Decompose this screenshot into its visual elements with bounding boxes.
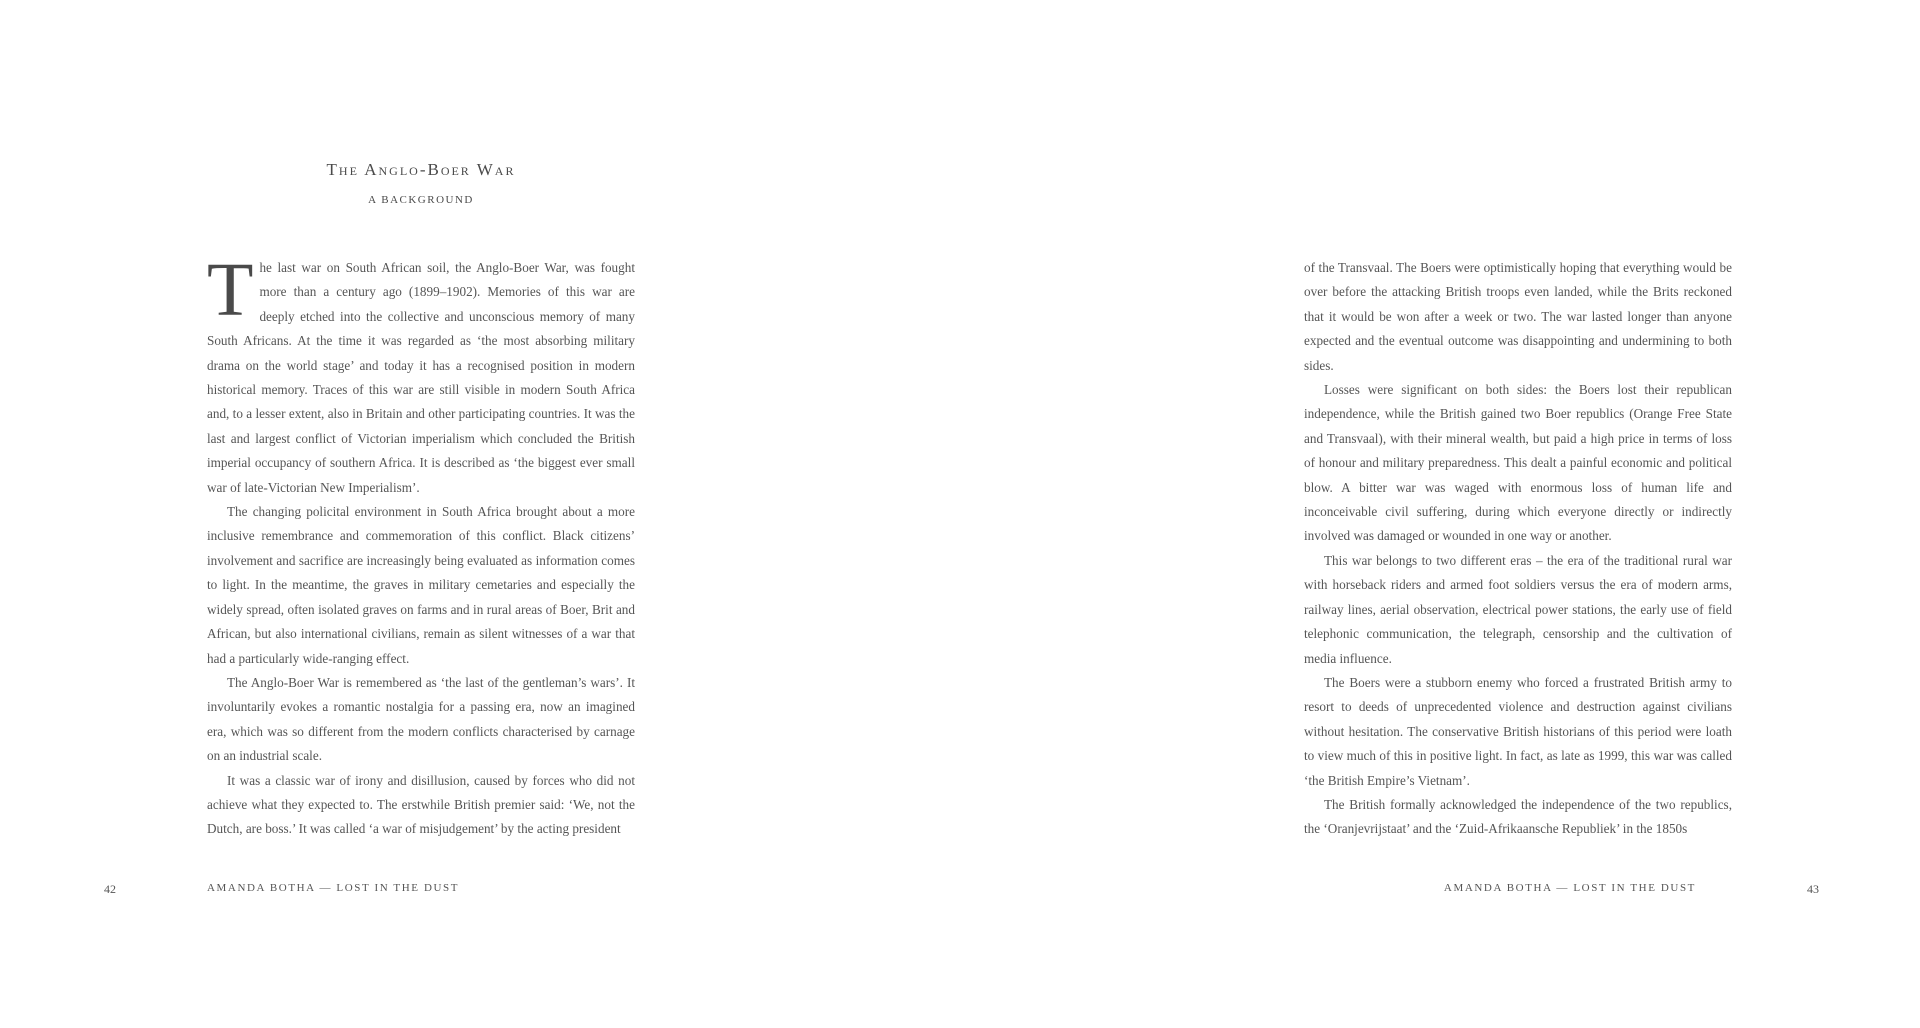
chapter-title: The Anglo-Boer War <box>326 160 516 179</box>
drop-cap: T <box>207 248 254 332</box>
running-footer-right: AMANDA BOTHA — LOST IN THE DUST <box>1443 882 1696 894</box>
right-page <box>960 0 1920 1028</box>
running-footer-left: AMANDA BOTHA — LOST IN THE DUST <box>207 882 460 894</box>
chapter-subtitle: A BACKGROUND <box>368 194 474 206</box>
right-text-column <box>1304 256 1732 842</box>
paragraph-1-text: he last war on South African soil, the Anglo-Boer War, was fought more than a century ago (1899–1902). Memories of this war are deeply etched into the collective and unconscious memory of many South Africans. At the time it was regarded as ‘the most absorbing military drama on the world stage’ and today it has a recognised position in modern historical memory. Traces of this war are still visible in modern South Africa and, to a lesser extent, also in Britain and other participating countries. It was the last and largest conflict of Victorian imperialism which concluded the British imperial occupancy of southern Africa. It is described as ‘the biggest ever small war of late-Victorian New Imperialism’. <box>207 260 635 495</box>
paragraph-8: The British formally acknowledged the independence of the two republics, the ‘Oranjevrijstaat’ and the ‘Zuid-Afrikaansche Republiek’ in the 1850s <box>1304 796 1732 837</box>
paragraph-continued: of the Transvaal. The Boers were optimistically hoping that everything would be over before the attacking British troops even landed, while the Brits reckoned that it would be won after a week or two. The war lasted longer than anyone expected and the eventual outcome was disappointing and undermining to both sides. <box>1304 260 1732 373</box>
page-number-right: 43 <box>1807 882 1819 896</box>
paragraph-6: This war belongs to two different eras – the era of the traditional rural war with horseback riders and armed foot soldiers versus the era of modern arms, railway lines, aerial observation, electrical power stations, the early use of field telephonic communication, the telegraph, censorship and the cultivation of media influence. <box>1304 552 1732 666</box>
page-number-left: 42 <box>104 882 116 896</box>
paragraph-3: The Anglo-Boer War is remembered as ‘the last of the gentleman’s wars’. It involuntarily evokes a romantic nostalgia for a passing era, now an imagined era, which was so different from the modern conflicts characterised by carnage on an industrial scale. <box>207 674 635 764</box>
paragraph-4: It was a classic war of irony and disillusion, caused by forces who did not achieve what they expected to. The erstwhile British premier said: ‘We, not the Dutch, are boss.’ It was called ‘a war of misjudgement’ by the acting president <box>207 772 635 837</box>
paragraph-2: The changing policital environment in South Africa brought about a more inclusive remembrance and commemoration of this conflict. Black citizens’ involvement and sacrifice are increasingly being evaluated as information comes to light. In the meantime, the graves in military cemetaries and especially the widely spread, often isolated graves on farms and in rural areas of Boer, Brit and African, but also international civilians, remain as silent witnesses of a war that had a particularly wide-ranging effect. <box>207 504 635 666</box>
paragraph-1 <box>207 248 635 500</box>
paragraph-7: The Boers were a stubborn enemy who forced a frustrated British army to resort to deeds of unprecedented violence and destruction against civilians without hesitation. The conservative British historians of this period were loath to view much of this in positive light. In fact, as late as 1999, this war was called ‘the British Empire’s Vietnam’. <box>1304 674 1732 788</box>
left-text-column <box>207 248 635 842</box>
paragraph-5: Losses were significant on both sides: the Boers lost their republican independence, while the British gained two Boer republics (Orange Free State and Transvaal), with their mineral wealth, but paid a high price in terms of loss of honour and military preparedness. This dealt a painful economic and political blow. A bitter war was waged with enormous loss of human life and inconceivable civil suffering, during which everyone directly or indirectly involved was damaged or wounded in one way or another. <box>1304 382 1732 544</box>
